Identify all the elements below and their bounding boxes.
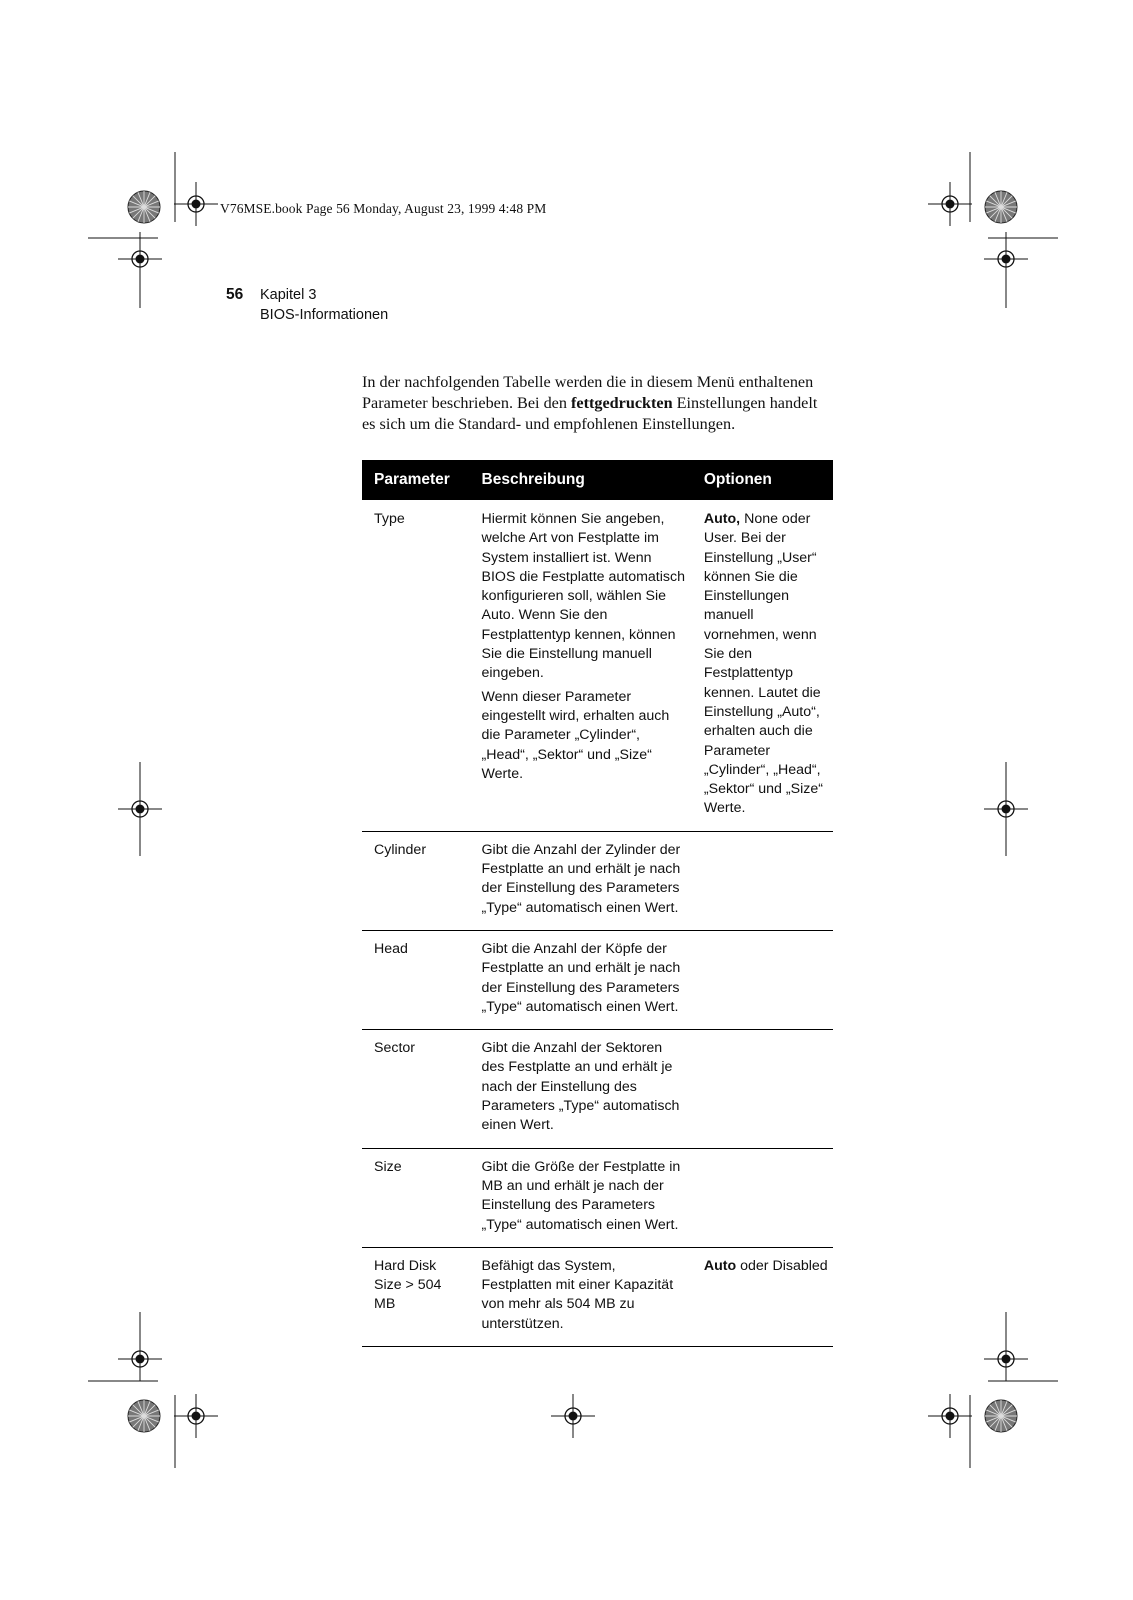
cell-description: [470, 500, 692, 831]
cell-description: Gibt die Anzahl der Zylinder der Festplatte an und erhält je nach der Einstellung des Parameters „Type“ automatisch einen Wert.: [470, 831, 692, 930]
cell-parameter: Head: [362, 930, 470, 1029]
header-description: Beschreibung: [470, 460, 692, 500]
cell-parameter: Sector: [362, 1030, 470, 1148]
intro-paragraph: [362, 372, 832, 435]
cell-parameter: Type: [362, 500, 470, 831]
cell-options: [692, 500, 833, 831]
intro-bold-term: fettgedruckten: [571, 394, 673, 412]
section-title: BIOS-Informationen: [260, 307, 389, 323]
cell-parameter: Size: [362, 1148, 470, 1247]
table-row: [362, 1247, 833, 1346]
table-row: [362, 930, 833, 1029]
intro-text-1: In der nachfolgenden Tabelle werden die in diesem Menü enthaltenen Parameter beschrieben. Bei den: [362, 373, 814, 412]
cell-description: Gibt die Anzahl der Köpfe der Festplatte an und erhält je nach der Einstellung des Parameters „Type“ automatisch einen Wert.: [470, 930, 692, 1029]
cell-options: [692, 1030, 833, 1148]
table-row: [362, 500, 833, 831]
cell-description: Befähigt das System, Festplatten mit einer Kapazität von mehr als 504 MB zu unterstützen.: [470, 1247, 692, 1346]
running-header: [260, 285, 388, 325]
option-text: oder Disabled: [736, 1257, 828, 1274]
page-number: 56: [226, 286, 244, 303]
table-row: [362, 831, 833, 930]
cell-options: [692, 831, 833, 930]
cell-parameter: Cylinder: [362, 831, 470, 930]
cell-options: [692, 1247, 833, 1346]
cell-description: Gibt die Größe der Festplatte in MB an und erhält je nach der Einstellung des Parameters „Type“ automatisch einen Wert.: [470, 1148, 692, 1247]
intro-text-2: Einstellungen handelt es sich um die Standard- und empfohlenen Einstellungen.: [362, 394, 818, 433]
chapter-title: Kapitel 3: [260, 287, 317, 303]
description-paragraph: Wenn dieser Parameter eingestellt wird, erhalten auch die Parameter „Cylinder“, „Head“, „Sektor“ und „Size“ Werte.: [481, 688, 670, 782]
cell-options: [692, 930, 833, 1029]
table-header-row: [362, 460, 833, 500]
cell-description: Gibt die Anzahl der Sektoren des Festplatte an und erhält je nach der Einstellung des Parameters „Type“ automatisch einen Wert.: [470, 1030, 692, 1148]
option-default: Auto: [703, 1257, 737, 1274]
description-paragraph: Hiermit können Sie angeben, welche Art von Festplatte im System installiert ist. Wenn BIOS die Festplatte automatisch konfigurieren soll, wählen Sie Auto. Wenn Sie den Festplattentyp kennen, können Sie die Einstellung manuell eingeben.: [481, 511, 685, 682]
print-slug: V76MSE.book Page 56 Monday, August 23, 1999 4:48 PM: [220, 201, 547, 216]
table-row: [362, 1148, 833, 1247]
parameter-table: [362, 460, 833, 1347]
table-row: [362, 1030, 833, 1148]
header-options: Optionen: [692, 460, 833, 500]
header-parameter: Parameter: [362, 460, 470, 500]
option-default: Auto,: [703, 511, 741, 527]
cell-options: [692, 1148, 833, 1247]
option-text: None oder User. Bei der Einstellung „User“ können Sie die Einstellungen manuell vornehmen, wenn Sie den Festplattentyp kennen. Lautet die Einstellung „Auto“, erhalten auch die Parameter „Cylinder“, „Head“, „Sektor“ und „Size“ Werte.: [703, 511, 823, 817]
cell-parameter: Hard Disk Size > 504 MB: [362, 1247, 470, 1346]
